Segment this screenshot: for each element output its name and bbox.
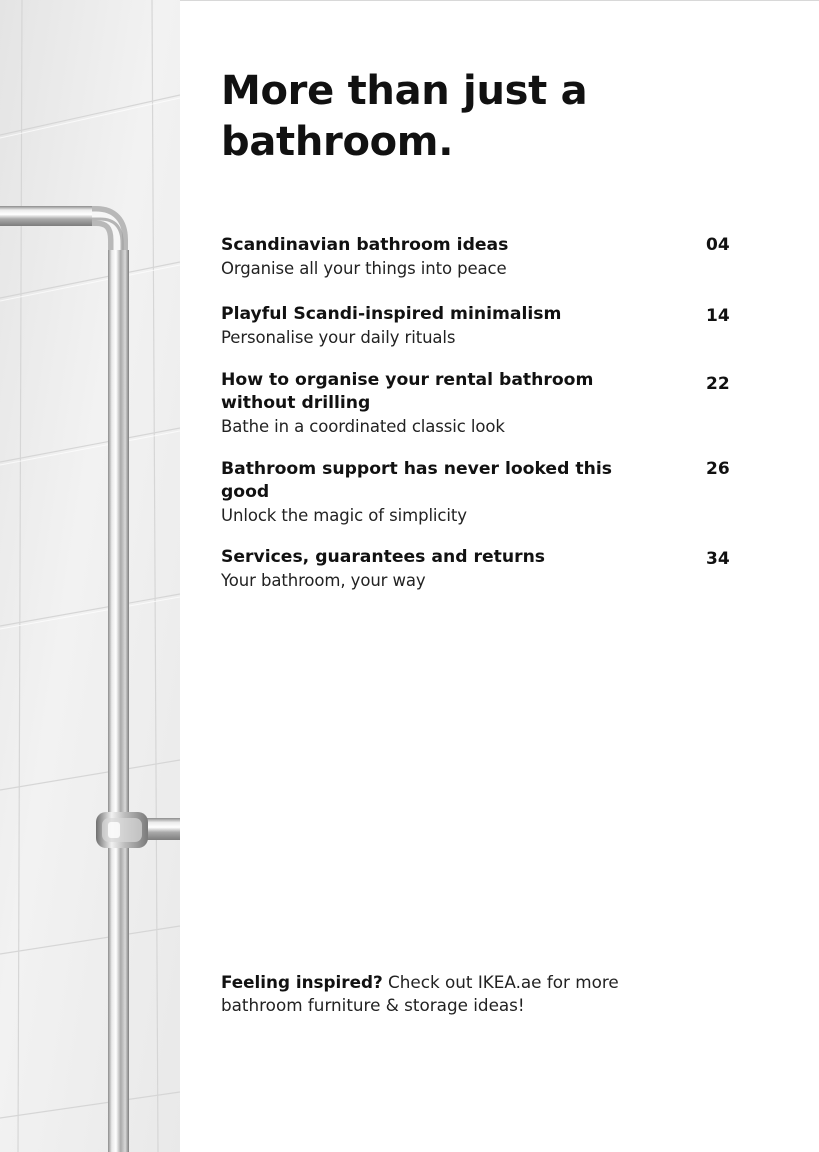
toc-entry-page-number: 22 (706, 374, 730, 394)
toc-entry[interactable] (221, 234, 731, 280)
toc-entry-subtitle: Bathe in a coordinated classic look (221, 417, 505, 436)
toc-entry-title: Services, guarantees and returns (221, 547, 546, 567)
toc-entry-page-number: 34 (706, 549, 730, 569)
toc-entry-title: How to organise your rental bathroom without drilling (221, 370, 594, 413)
contents-page (221, 0, 781, 1152)
toc-entry[interactable] (221, 369, 731, 438)
footer-note (221, 971, 661, 1017)
footer-emphasis: Feeling inspired? (221, 972, 383, 992)
toc-entry[interactable] (221, 458, 731, 527)
toc-entry-page-number: 04 (706, 235, 730, 255)
toc-entry-title: Bathroom support has never looked this good (221, 459, 612, 502)
toc-entry-page-number: 26 (706, 459, 730, 479)
toc-entry-subtitle: Personalise your daily rituals (221, 328, 456, 347)
toc-entry-title: Playful Scandi-inspired minimalism (221, 304, 562, 324)
table-of-contents (221, 234, 731, 592)
toc-entry-page-number: 14 (706, 306, 730, 326)
bathroom-photo (0, 0, 180, 1152)
chrome-towel-rail-image (0, 0, 180, 1152)
toc-entry[interactable] (221, 303, 731, 349)
toc-entry-subtitle: Unlock the magic of simplicity (221, 506, 467, 525)
footer-text: Check out IKEA.ae for more bathroom furniture & storage ideas! (221, 972, 619, 1015)
toc-entry-subtitle: Organise all your things into peace (221, 259, 507, 278)
toc-entry[interactable] (221, 546, 731, 592)
page-title: More than just a bathroom. (221, 68, 588, 165)
toc-entry-title: Scandinavian bathroom ideas (221, 235, 509, 255)
toc-entry-subtitle: Your bathroom, your way (221, 571, 426, 590)
